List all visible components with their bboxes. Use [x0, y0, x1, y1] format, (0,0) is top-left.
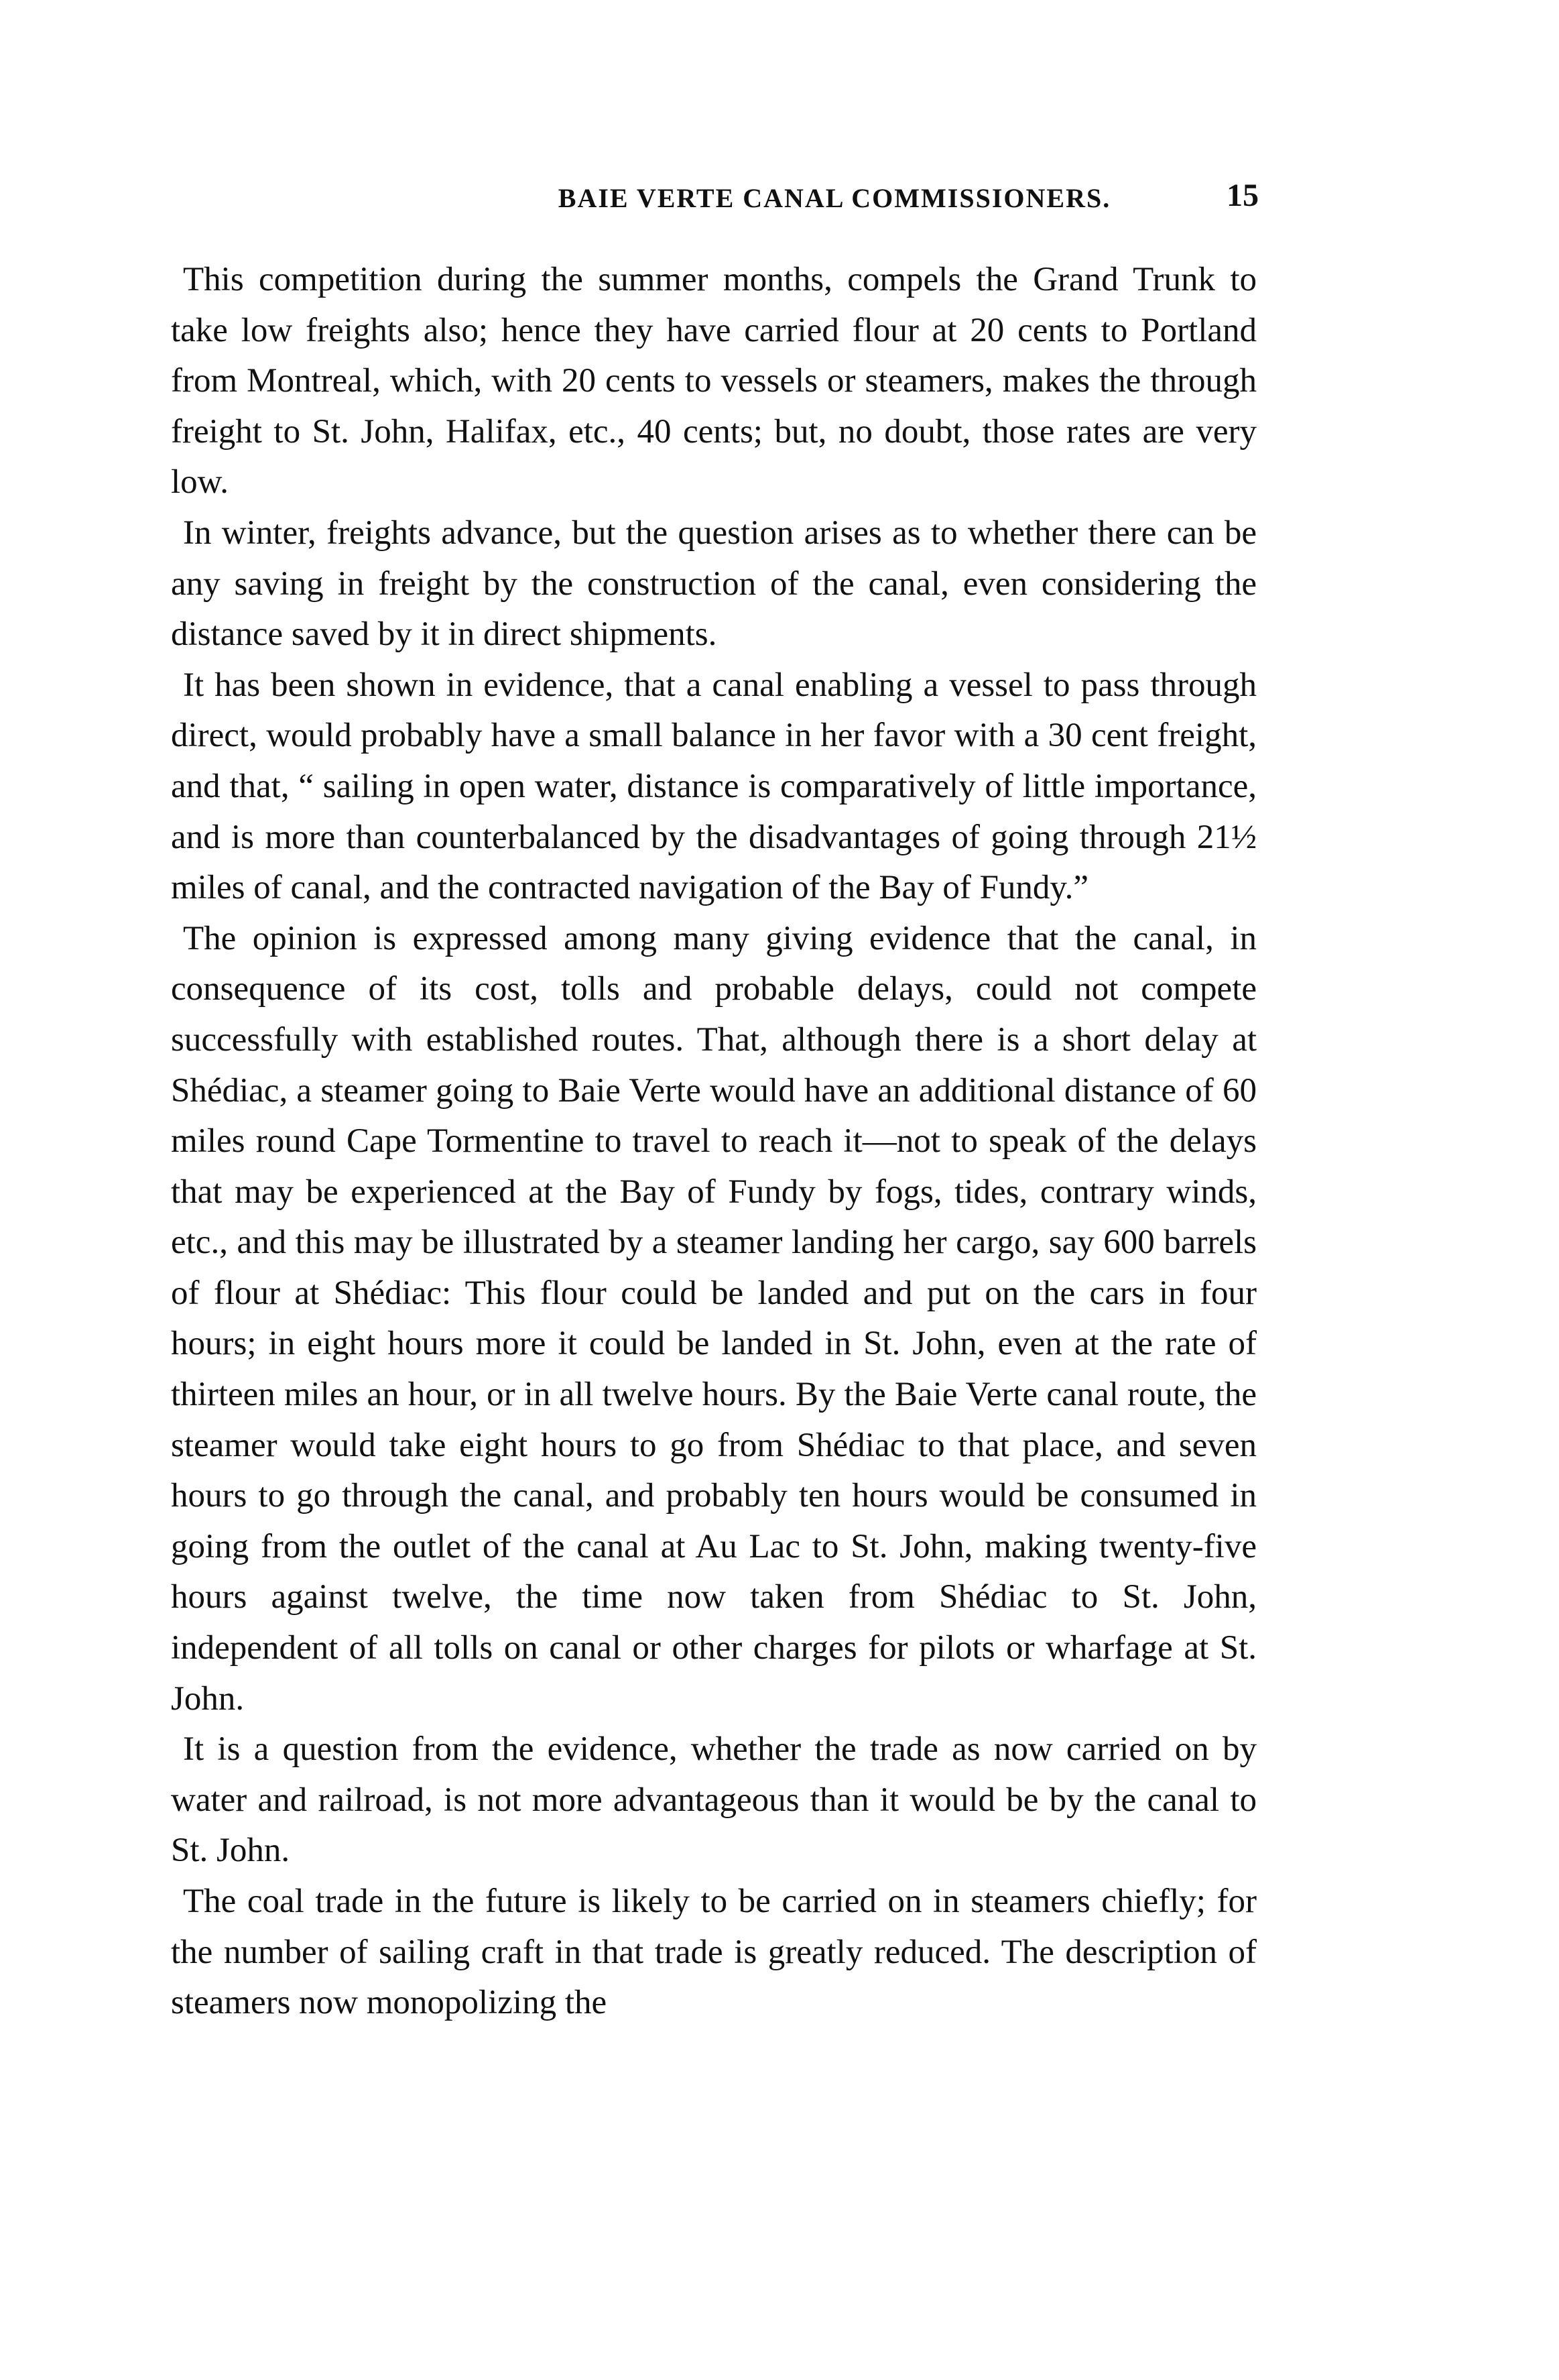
paragraph: It has been shown in evidence, that a canal enabling a vessel to pass through direct, would probably have a small balance in her favor with a 30 cent freight, and that, “ sailing in open water, distance is comparatively of little importance, and is more than counterbalanced by the disadvantages of going through 21½ miles of canal, and the contracted navigation of the Bay of Fundy.” [171, 666, 1257, 907]
paragraph: The coal trade in the future is likely to be carried on in steamers chiefly; for the number of sailing craft in that trade is greatly reduced. The description of steamers now monopolizing the [171, 1883, 1257, 2022]
page-number: 15 [1227, 178, 1259, 213]
body-text [171, 255, 1257, 2029]
running-title: BAIE VERTE CANAL COMMISSIONERS. [558, 183, 1111, 213]
paragraph: It is a question from the evidence, whether the trade as now carried on by water and railroad, is not more advantageous than it would be by the canal to St. John. [171, 1730, 1257, 1870]
paragraph: The opinion is expressed among many giving evidence that the canal, in consequence of its cost, tolls and probable delays, could not compete successfully with established routes. That, although there is a short delay at Shédiac, a steamer going to Baie Verte would have an additional distance of 60 miles round Cape Tormentine to travel to reach it—not to speak of the delays that may be experienced at the Bay of Fundy by fogs, tides, contrary winds, etc., and this may be illustrated by a steamer landing her cargo, say 600 barrels of flour at Shédiac: This flour could be landed and put on the cars in four hours; in eight hours more it could be landed in St. John, even at the rate of thirteen miles an hour, or in all twelve hours. By the Baie Verte canal route, the steamer would take eight hours to go from Shédiac to that place, and seven hours to go through the canal, and probably ten hours would be consumed in going from the outlet of the canal at Au Lac to St. John, making twenty-five hours against twelve, the time now taken from Shédiac to St. John, independent of all tolls on canal or other charges for pilots or wharfage at St. John. [171, 919, 1257, 1718]
paragraph: This competition during the summer months, compels the Grand Trunk to take low freights also; hence they have carried flour at 20 cents to Portland from Montreal, which, with 20 cents to vessels or steamers, makes the through freight to St. John, Halifax, etc., 40 cents; but, no doubt, those rates are very low. [171, 261, 1257, 501]
paragraph: In winter, freights advance, but the question arises as to whether there can be any saving in freight by the construction of the canal, even considering the distance saved by it in direct shipments. [171, 514, 1257, 654]
